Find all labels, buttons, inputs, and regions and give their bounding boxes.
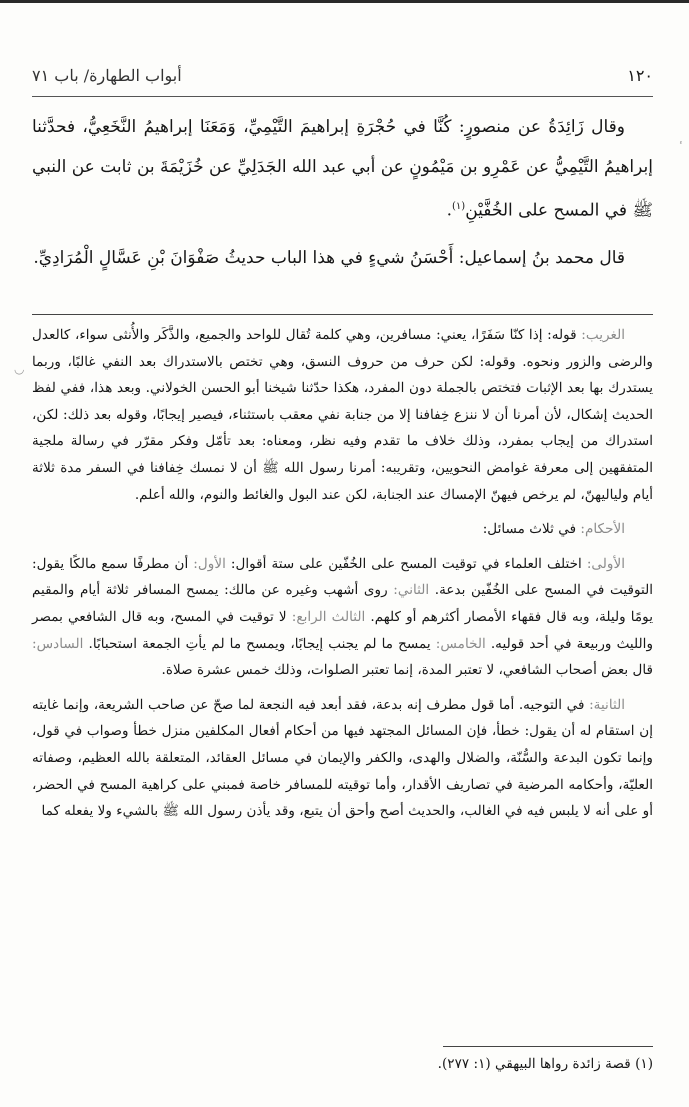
second-issue-label: الثانية: bbox=[589, 696, 625, 713]
margin-curl-mark: ◡ bbox=[14, 362, 25, 376]
section-divider bbox=[32, 314, 653, 315]
main-paragraph-1 bbox=[32, 108, 653, 231]
main-paragraph-1-end: . bbox=[446, 200, 452, 221]
opinion-5-label: الخامس: bbox=[435, 635, 486, 652]
gharib-paragraph bbox=[32, 322, 653, 508]
opinion-3-label: الثالث bbox=[331, 608, 366, 625]
second-issue-paragraph bbox=[32, 692, 653, 825]
top-edge-rule bbox=[0, 0, 689, 3]
second-issue-text: في التوجيه. أما قول مطرف إنه بدعة، فقد أبعد فيه النجعة لما صحّ عن صاحب الشريعة، وإنما غايته إن استقام له أن يقول: خطأ، فإن المسائل المجتهد فيها من أحكام أفعال المكلفين منزل خطأ وصواب في قول، وإنما تكون البدعة والسُّنّة، والضلال والهدى، والكفر والإيمان في مسائل العقائد، المتعلقة بالله العظيم، وصفاته العليّة، وأحكامه المرضية في تصاريف الأقدار، وأما توقيته للمسافر خاصة فمبني على كراهية المسح في الحضر، أو على أنه لا يلبس فيه في الغالب، والحديث أصح وأحق أن يتبع، وقد يأذن رسول الله ﷺ بالشيء ولا يفعله كما bbox=[32, 696, 653, 820]
ahkam-text: في ثلاث مسائل: bbox=[482, 521, 581, 538]
opinion-5-text: يمسح ما لم يجنب إيجابًا، ويمسح ما لم يأتِ الجمعة استحبابًا. bbox=[83, 635, 436, 652]
gharib-text: قوله: إذا كنّا سَفَرًا، يعني: مسافرين، وهي كلمة تُقال للواحد والجميع، والذَّكَر والأُنثى سواء، كالعدل والرضى والزور ونحوه. وقوله: لكن حرف من حروف النسق، وهي تختص بالاستدراك بعد النفي غالبًا، وربما يستدرك بها بعد الإثبات فتختص بالجملة دون المفرد، هكذا حدّثنا شيخنا أبو الحسن الخولاني. وبعد هذا، ففي لفظ الحديث إشكال، لأن أمرنا أن لا ننزع خِفافنا إلا من جنابة نفي معقب باستثناء، فيصير إيجابًا، وقوله بعد ذلك: لكن، استدراك من إيجاب بمفرد، وذلك خلاف ما تقدم وفيه نظر، ومعناه: بعد تأمّل وفكر مقرّر في رسالة ملجية المتفقهين إلى معرفة غوامض النحويين، وتقريبه: أمرنا رسول الله ﷺ أن لا نمسك خِفافنا في السفر مدة ثلاثة أيام ولياليهنّ، لم يرخص فيهنّ الإمساك عند الجنابة، لكن عند البول والغائط والنوم، والله أعلم. bbox=[32, 327, 653, 503]
first-issue-label: الأولى: bbox=[586, 555, 625, 572]
page-header bbox=[32, 60, 653, 97]
ahkam-label: الأحكام: bbox=[580, 521, 625, 538]
first-issue-text: اختلف العلماء في توقيت المسح على الخُفّين على ستة أقوال: bbox=[225, 555, 587, 572]
footnote-rule bbox=[443, 1046, 653, 1047]
running-head: أبواب الطهارة/ باب ٧١ bbox=[32, 66, 182, 85]
page-number: ١٢٠ bbox=[627, 66, 653, 85]
footnote: (١) قصة زائدة رواها البيهقي (١: ٢٧٧). bbox=[437, 1056, 653, 1072]
footnote-ref[interactable]: (١) bbox=[452, 201, 466, 212]
opinion-6-text: قال بعض أصحاب الشافعي، لا تعتبر المدة، إنما تعتبر الصلوات، وذلك خمس عشرة صلاة. bbox=[161, 662, 653, 679]
commentary bbox=[32, 322, 653, 825]
opinion-2-label: الثاني: bbox=[393, 582, 430, 599]
opinion-4-text: لا توقيت في المسح، وبه قال الشافعي بمصر والليث وربيعة في أحد قوليه. bbox=[32, 608, 654, 652]
opinion-1-text: أن مطرفًا سمع مالكًا يقول: التوقيت في المسح على الخُفّين بدعة. bbox=[32, 555, 653, 599]
opinion-2-text: روى أشهب وغيره عن مالك: يمسح المسافر ثلاثة أيام والمقيم يومًا وليلة، وبه قال فقهاء الأمصار أكثرهم أو كلهم. bbox=[32, 582, 653, 625]
main-text bbox=[32, 108, 653, 279]
ahkam-paragraph bbox=[32, 516, 653, 543]
main-paragraph-2: قال محمد بنُ إسماعيل: أَحْسَنُ شيءٍ في هذا الباب حديثُ صَفْوَانَ بْنِ عَسَّالٍ الْمُرَادِيِّ. bbox=[33, 248, 625, 269]
first-issue-paragraph bbox=[32, 551, 653, 684]
opinion-4-label: الرابع: bbox=[291, 608, 327, 625]
main-paragraph-1-text: وقال زَائِدَةُ عن منصورٍ: كُنَّا في حُجْرَةِ إبراهيمَ التَّيْمِيِّ، وَمَعَنَا إبراهيمُ النَّخَعِيُّ، فحدَّثنا إبراهيمُ التَّيْمِيُّ عن عَمْرِو بن مَيْمُونٍ عن أبي عبد الله الجَدَلِيِّ عن خُزَيْمَةَ بن ثابت عن النبي ﷺ في المسح على الخُفَّيْنِ bbox=[31, 117, 653, 221]
opinion-6-label: السادس: bbox=[32, 635, 84, 652]
gharib-label: الغريب: bbox=[581, 327, 625, 343]
opinion-1-label: الأول: bbox=[193, 555, 226, 572]
